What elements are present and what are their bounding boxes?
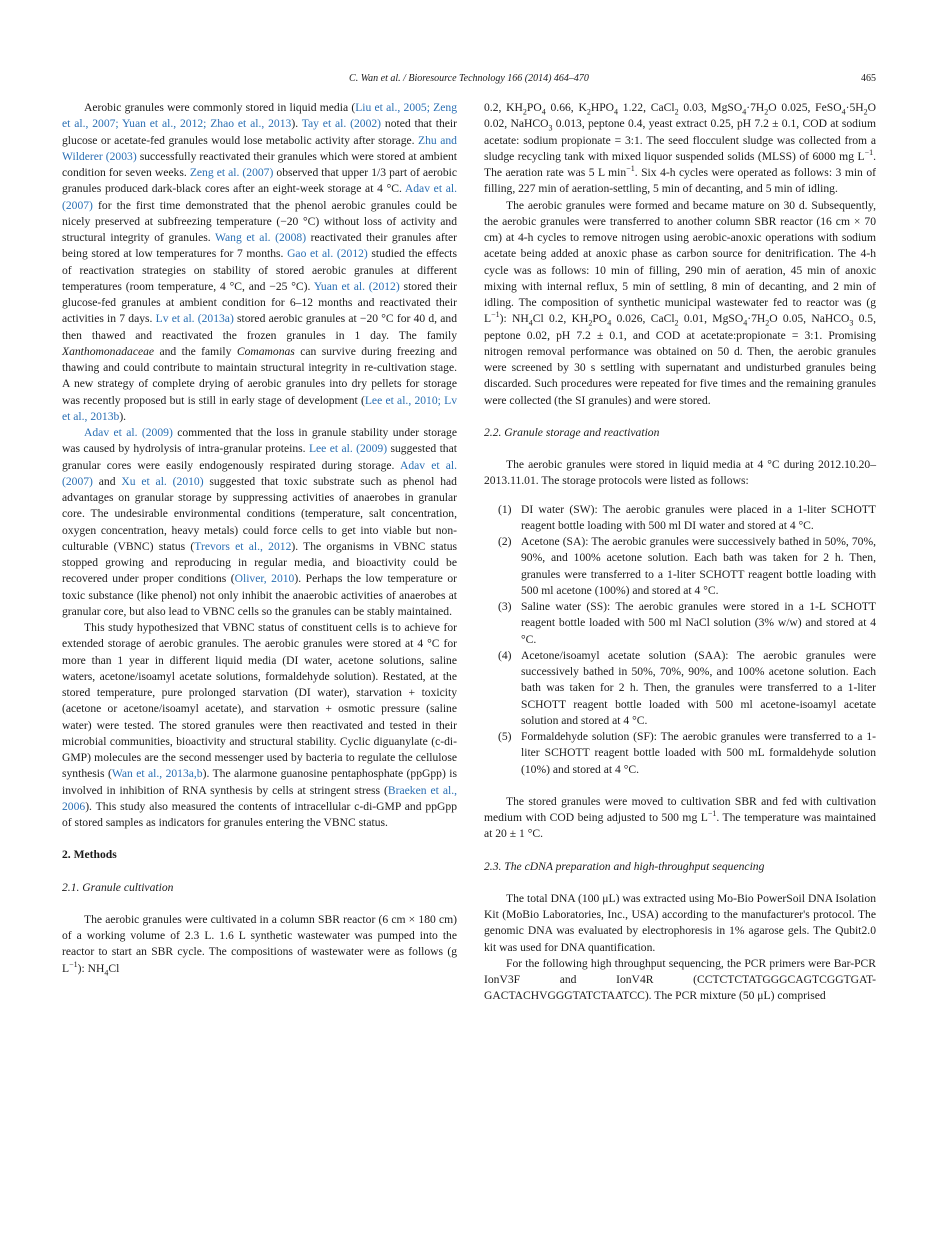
list-item bbox=[484, 599, 876, 648]
citation-link[interactable]: Trevors et al., 2012 bbox=[194, 539, 292, 553]
storage-protocol-list bbox=[484, 502, 876, 778]
list-item-number: (3) bbox=[498, 600, 512, 613]
paragraph-hypothesis: This study hypothesized that VBNC status of constituent cells is to achieve for extended storage of aerobic granules. The aerobic granules were stored at 4 °C for more than 1 year in different liquid media (DI water, acetone solutions, saline waters, acetone/isoamyl acetate solutions, formaldehyde solution). Restated, at the stored temperature, pure prolonged starvation (DI water), starvation + toxicity (acetone or acetone/isoamyl acetate), and starvation + osmotic pressure (saline water) were tested. The stored granules were then reactivated and tested in their microbial communities, bioactivity and structural stability. Cyclic diguanylate (c-di-GMP) molecules are the second messenger used by bacteria to regulate the cellulose synthesis (Wan et al., 2013a,b). The alarmone guanosine pentaphosphate (ppGpp) is involved in inhibition of RNA synthesis by cells at stringent stress (Braeken et al., 2006). This study also measured the contents of intracellular c-di-GMP and ppGpp of stored samples as indicators for granules entering the VBNC status. bbox=[62, 621, 458, 829]
list-item-text: Formaldehyde solution (SF): The aerobic granules were transferred to a 1-liter SCHOTT reagent bottle loaded with 500 mL formaldehyde solution (10%) and stored at 4 °C. bbox=[521, 730, 876, 776]
citation-link[interactable]: Lee et al. (2009) bbox=[308, 442, 388, 456]
list-item-number: (2) bbox=[498, 535, 512, 548]
list-item-number: (4) bbox=[498, 648, 512, 662]
citation-link[interactable]: Oliver, 2010 bbox=[234, 572, 295, 586]
page-number: 465 bbox=[861, 73, 876, 84]
citation-link[interactable]: Adav et al. (2007) bbox=[62, 458, 457, 488]
citation-link[interactable]: Wang et al. (2008) bbox=[215, 231, 307, 244]
list-item-number: (1) bbox=[498, 502, 512, 516]
citation-link[interactable]: Zeng et al. (2007) bbox=[189, 166, 274, 179]
citation-link[interactable]: Zhu and Wilderer (2003) bbox=[62, 133, 457, 163]
citation-link[interactable]: Tay et al. (2002) bbox=[301, 117, 382, 131]
paragraph-pcr-primers: For the following high throughput sequencing, the PCR primers were Bar-PCR IonV3F and IonV4R (CCTCTCTATGGGCAGTCGGTGAT-GACTACHVGGGTATCTAATCC). The PCR mixture (50 μL) comprised bbox=[484, 956, 876, 1003]
subsection-heading-storage: 2.2. Granule storage and reactivation bbox=[484, 425, 660, 439]
citation-link[interactable]: Braeken et al., 2006 bbox=[62, 783, 458, 813]
citation-link[interactable]: Liu et al., 2005; Zeng et al., 2007; Yuan et al., 2012; Zhao et al., 2013 bbox=[62, 101, 457, 131]
paragraph-storage-intro: The aerobic granules were stored in liquid media at 4 °C during 2012.10.20–2013.11.01. The storage protocols were listed as follows: bbox=[484, 458, 876, 488]
citation-link[interactable]: Wan et al., 2013a,b bbox=[111, 767, 203, 781]
subsection-heading-sequencing: 2.3. The cDNA preparation and high-throughput sequencing bbox=[484, 859, 765, 873]
list-item-text: Acetone (SA): The aerobic granules were successively bathed in 50%, 70%, 90%, and 100% acetone solution. Each bath was taken for 2 h. Then, granules were transferred to a 1-liter SCHOTT reagent bottle loading with 500 ml acetone (100%) and stored at 4 °C. bbox=[521, 535, 876, 597]
paragraph-granule-stability: Adav et al. (2009) commented that the loss in granule stability under storage was caused by hydrolysis of intra-granular proteins. Lee et al. (2009) suggested that granular cores were easily endogenously respirated during storage. Adav et al. (2007) and Xu et al. (2010) suggested that toxic substrate such as phenol had advantages on granular storage by suppressing activities of anaerobes in granular core. The undesirable environmental conditions (temperature, salt concentration, oxygen concentration, heavy metals) could force cells to get into viable but non-culturable (VBNC) status (Trevors et al., 2012). The organisms in VBNC status stopped growing and reproducing in regular media, and bioactivity could be recovered under proper conditions (Oliver, 2010). Perhaps the low temperature or toxic substance (like phenol) not only inhibit the anaerobic activities of anaerobes at granular core, but also lead to VBNC cells so the granules can be stably maintained. bbox=[62, 426, 458, 618]
paragraph-granule-maturation: The aerobic granules were formed and became mature on 30 d. Subsequently, the aerobic granules were transferred to another column SBR reactor (16 cm × 70 cm) at 4-h cycles to remove nitrogen using aerobic-anoxic operations with sodium acetate being added at anoxic phase as carbon source for denitrification. The 4-h cycle was as follows: 10 min of filling, 290 min of aeration, 45 min of anoxic mixing with internal reflux, 5 min of settling, 8 min of decanting, and 2 min of idling. The composition of synthetic municipal wastewater fed to reactor was (g $L^{-1}$): $NH_4Cl$ 0.2, $KH_2PO_4$ 0.026, CaCl$_2$ 0.01, $MgSO_4\cdot 7H_2O$ 0.05, NaHCO$_3$ 0.5, peptone 0.02, pH 7.2 ± 0.1, and COD at acetate:propionate = 3:1. Promising nitrogen removal performance was obtained on 50 d. Then, the aerobic granules were screened by 30 s settling with supernatant and undisturbed granules being discarded. Such procedures were repeated for five times and the remaining granules were collected (the SI granules) and were stored. bbox=[484, 198, 877, 407]
citation-link[interactable]: Gao et al. (2012) bbox=[287, 247, 368, 261]
paragraph-cultivation-continued: 0.2, $KH_2PO_4$ 0.66, $K_2HPO_4$ 1.22, CaCl$_2$ 0.03, $MgSO_4\cdot 7H_2O$ 0.025, $FeSO_4\cdot 5H_2O$ 0.02, NaHCO$_3$ 0.013, peptone 0.4, yeast extract 0.25, pH 7.2 ± 0.1, COD at sodium acetate: sodium propionate = 3:1. The seed flocculent sludge was collected from a sludge recycling tank with mixed liquor suspended solids (MLSS) of 6000 mg $L^{-1}$. The aeration rate was 5 L $\min^{-1}$. Six 4-h cycles were operated as follows: 3 min of filling, 227 min of aeration-settling, 5 min of decanting, and 5 min of idling. bbox=[484, 101, 877, 196]
paragraph-storage-review: Aerobic granules were commonly stored in liquid media (Liu et al., 2005; Zeng et al., 2007; Yuan et al., 2012; Zhao et al., 2013). Tay et al. (2002) noted that their glucose or acetate-fed granules would lose metabolic activity after storage. Zhu and Wilderer (2003) successfully reactivated their granules which were stored at ambient condition for seven weeks. Zeng et al. (2007) observed that upper 1/3 part of aerobic granules produced dark-black cores after an eight-week storage at 4 °C. Adav et al. (2007) for the first time demonstrated that the phenol aerobic granules could be nicely preserved at subfreezing temperature (−20 °C) without loss of activity and structural integrity of granules. Wang et al. (2008) reactivated their granules after being stored at low temperatures for 7 months. Gao et al. (2012) studied the effects of reactivation strategies on stability of stored aerobic granules at different temperatures (room temperature, 4 °C, and −25 °C). Yuan et al. (2012) stored their glucose-fed granules at ambient condition for 6–12 months and reactivated their activities in 7 days. Lv et al. (2013a) stored aerobic granules at −20 °C for 40 d, and then thawed and reactivated the frozen granules in 1 day. The family Xanthomonadaceae and the family Comamonas can survive during freezing and thawing and could contribute to maintain structural integrity in re-cultivation stage. A new strategy of complete drying of aerobic granules into dry pellets for storage was recently proposed but is still in early stage of development (Lee et al., 2010; Lv et al., 2013b). bbox=[62, 101, 458, 423]
list-item-text: Acetone/isoamyl acetate solution (SAA): The aerobic granules were successively bathed in 50%, 70%, 90%, and 100% acetone solution. Each bath was taken for 2 h. Then, the granules were transferred to a 1-liter SCHOTT reagent bottle loaded with 500 ml acetone-isoamyl acetate solution and stored at 4 °C. bbox=[521, 648, 876, 727]
paragraph-cultivation: The aerobic granules were cultivated in a column SBR reactor (6 cm × 180 cm) of a working volume of 2.3 L. 1.6 L synthetic wastewater was pumped into the reactor to start an SBR cycle. The compositions of wastewater were as follows (g $L^{-1}$): $NH_4Cl$ bbox=[62, 912, 457, 977]
running-head bbox=[62, 73, 876, 87]
citation-link[interactable]: Adav et al. (2007) bbox=[62, 182, 457, 212]
citation-link[interactable]: Lee et al., 2010; Lv et al., 2013b bbox=[62, 393, 457, 423]
citation-link[interactable]: Xu et al. (2010) bbox=[121, 474, 204, 488]
citation-link[interactable]: Adav et al. (2009) bbox=[84, 426, 173, 439]
list-item bbox=[484, 502, 876, 535]
list-item bbox=[484, 648, 876, 729]
citation-link[interactable]: Yuan et al. (2012) bbox=[313, 279, 400, 293]
paragraph-reactivation: The stored granules were moved to cultivation SBR and fed with cultivation medium with COD being adjusted to 500 mg $L^{-1}$. The temperature was maintained at 20 ± 1 °C. bbox=[484, 794, 876, 841]
running-title: C. Wan et al. / Bioresource Technology 166 (2014) 464–470 bbox=[349, 73, 589, 84]
list-item-number: (5) bbox=[498, 730, 512, 743]
list-item bbox=[484, 729, 876, 778]
list-item-text: DI water (SW): The aerobic granules were placed in a 1-liter SCHOTT reagent bottle loading with 500 ml DI water and stored at 4 °C. bbox=[521, 502, 876, 532]
right-column bbox=[484, 100, 876, 1005]
left-column bbox=[62, 100, 457, 977]
paragraph-dna-extraction: The total DNA (100 μL) was extracted using Mo-Bio PowerSoil DNA Isolation Kit (MoBio Laboratories, Inc., USA) according to the manufacturer's protocol. The genomic DNA was evaluated by electrophoresis in 1% agarose gels. The Qubit2.0 kit was used for DNA quantification. bbox=[484, 891, 876, 954]
section-heading-methods: 2. Methods bbox=[62, 848, 117, 862]
subsection-heading-granule-cultivation: 2.1. Granule cultivation bbox=[62, 880, 174, 894]
list-item-text: Saline water (SS): The aerobic granules were stored in a 1-L SCHOTT reagent bottle loaded with 500 ml NaCl solution (3% w/w) and stored at 4 °C. bbox=[521, 600, 876, 646]
citation-link[interactable]: Lv et al. (2013a) bbox=[155, 312, 234, 326]
list-item bbox=[484, 534, 876, 599]
